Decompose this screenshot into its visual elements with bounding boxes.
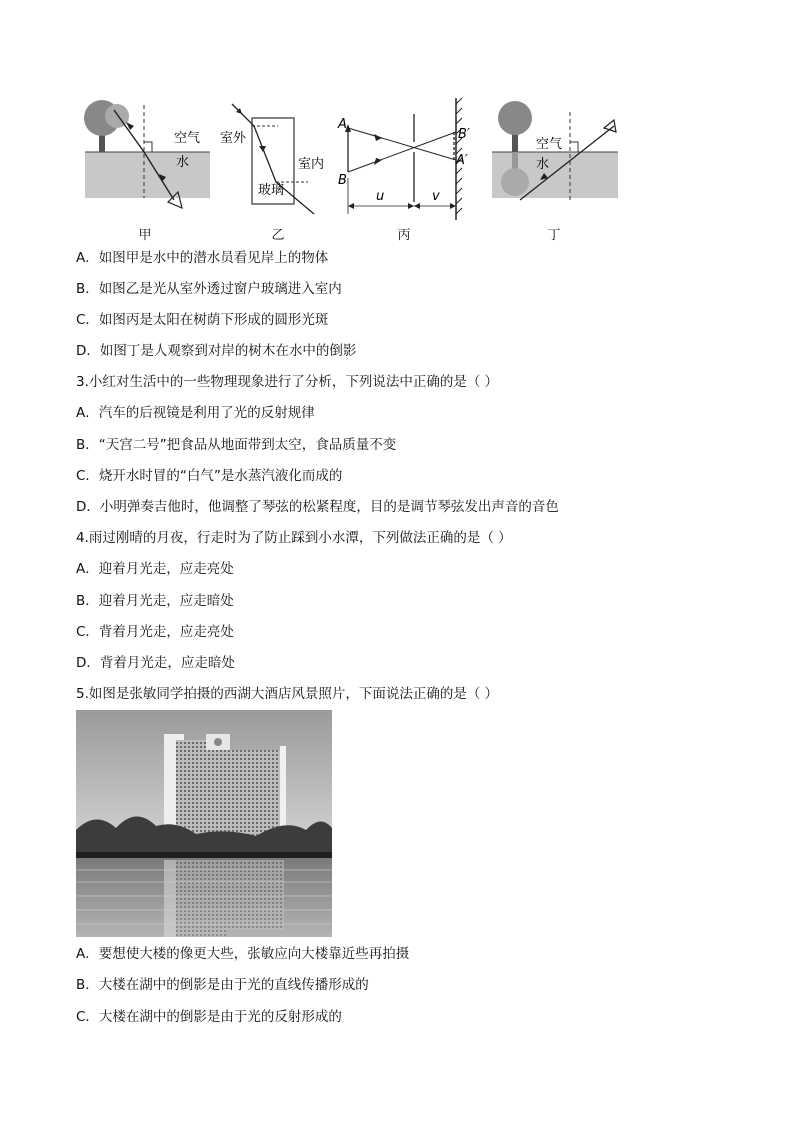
q4-option-d: D．背着月光走，应走暗处 [76,655,235,671]
figure-jia [70,90,210,243]
q3-option-b: B．“天宫二号”把食品从地面带到太空，食品质量不变 [76,437,397,453]
q4-option-c: C．背着月光走，应走亮处 [76,624,234,640]
q5-option-c: C．大楼在湖中的倒影是由于光的反射形成的 [76,1009,342,1025]
ding-air-label: 空气 [536,137,563,152]
figure-row [70,90,630,245]
q3-option-a: A．汽车的后视镜是利用了光的反射规律 [76,405,315,421]
q3-option-c: C．烧开水时冒的“白气”是水蒸汽液化而成的 [76,468,343,484]
yi-outdoor-label: 室外 [220,131,247,146]
figure-yi-caption: 乙 [271,228,285,243]
bing-u-label: u [376,189,385,204]
q2-option-c: C．如图丙是太阳在树荫下形成的圆形光斑 [76,312,329,328]
q2-option-b: B．如图乙是光从室外透过窗户玻璃进入室内 [76,281,342,297]
q2-option-d: D．如图丁是人观察到对岸的树木在水中的倒影 [76,343,357,359]
figure-ding-drawing [490,90,630,220]
figure-bing-caption: 丙 [397,228,411,243]
q3-option-d: D．小明弹奏吉他时，他调整了琴弦的松紧程度，目的是调节琴弦发出声音的音色 [76,499,559,515]
bing-A-image-label: A′ [456,153,468,168]
figure-ding [490,90,630,243]
jia-water-label: 水 [176,155,190,170]
bing-B-image-label: B′ [458,127,470,142]
ding-water-label: 水 [536,157,550,172]
hotel-photo [76,710,332,937]
figure-jia-drawing [70,90,210,220]
bing-B-label: B [338,173,347,188]
figure-yi [218,90,328,243]
hotel-photo-drawing [76,710,332,937]
yi-indoor-label: 室内 [298,157,325,172]
bing-A-label: A [338,117,347,132]
q5-option-a: A．要想使大楼的像更大些，张敏应向大楼靠近些再拍摄 [76,946,410,962]
q4-option-b: B．迎着月光走，应走暗处 [76,593,234,609]
q5-option-b: B．大楼在湖中的倒影是由于光的直线传播形成的 [76,977,369,993]
bing-v-label: v [432,189,440,204]
q4-option-a: A．迎着月光走，应走亮处 [76,561,234,577]
jia-air-label: 空气 [174,131,201,146]
figure-bing [334,90,474,243]
q5-stem: 5.如图是张敏同学拍摄的西湖大酒店风景照片，下面说法正确的是（ ） [76,686,499,702]
figure-ding-caption: 丁 [547,228,561,243]
q3-stem: 3.小红对生活中的一些物理现象进行了分析，下列说法中正确的是（ ） [76,374,499,390]
figure-yi-drawing [218,90,328,220]
q2-option-a: A．如图甲是水中的潜水员看见岸上的物体 [76,250,329,266]
figure-bing-drawing [334,90,474,220]
figure-jia-caption: 甲 [138,228,152,243]
yi-glass-label: 玻璃 [258,183,285,198]
q4-stem: 4.雨过刚晴的月夜，行走时为了防止踩到小水潭，下列做法正确的是（ ） [76,530,512,546]
